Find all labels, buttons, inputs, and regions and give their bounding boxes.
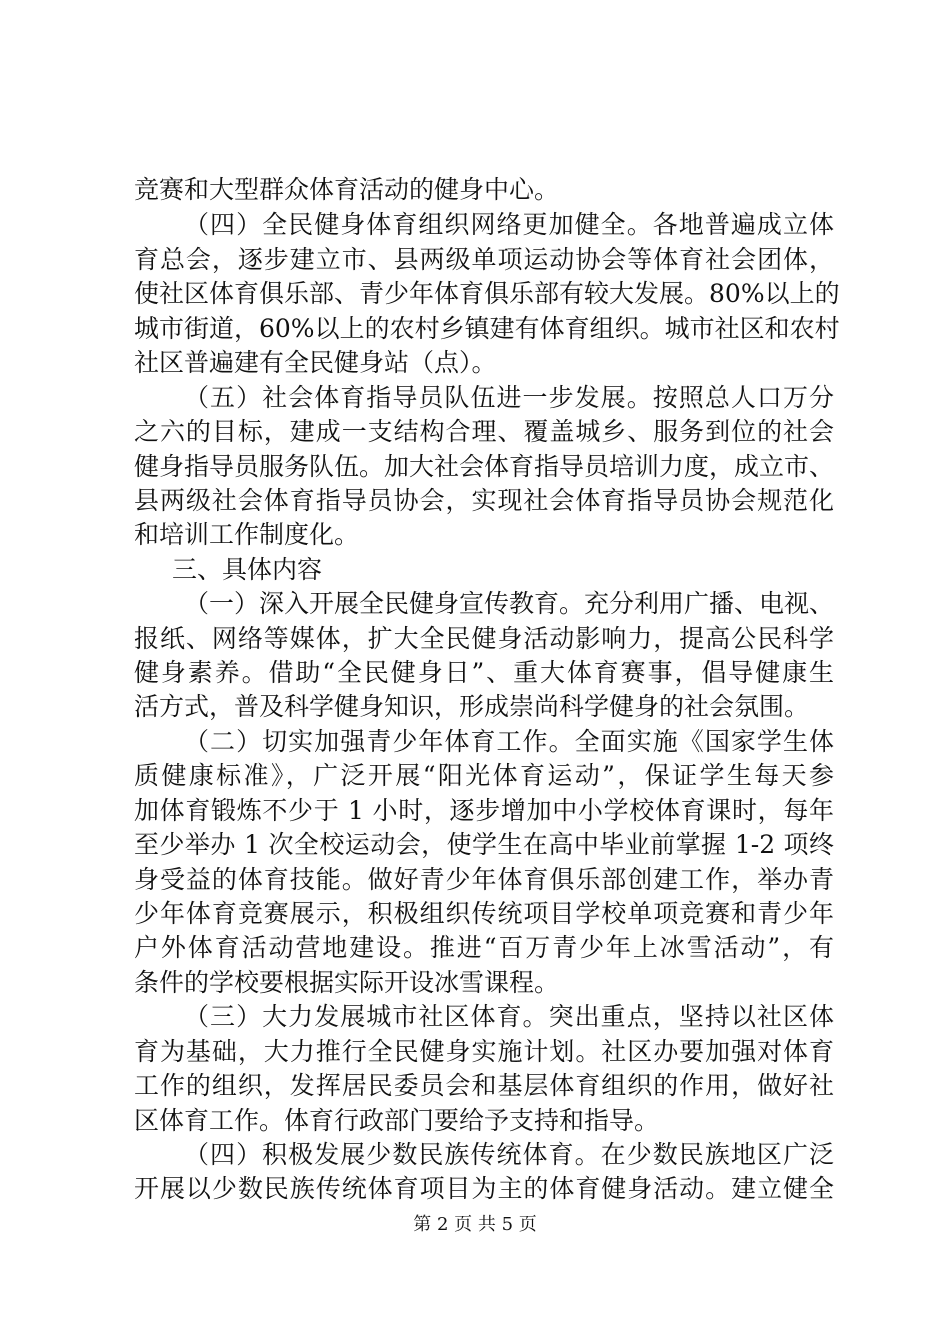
text-line: 条件的学校要根据实际开设冰雪课程。 bbox=[134, 968, 560, 997]
text-line: 少年体育竞赛展示，积极组织传统项目学校单项竞赛和青少年 bbox=[134, 899, 834, 928]
paragraph-start: （四）积极发展少数民族传统体育。在少数民族地区广泛 bbox=[184, 1140, 834, 1169]
text-line: 健身素养。借助“全民健身日”、重大体育赛事，倡导健康生 bbox=[134, 658, 834, 687]
paragraph-start: （四）全民健身体育组织网络更加健全。各地普遍成立体 bbox=[184, 210, 834, 239]
document-page bbox=[134, 0, 840, 1344]
text-line: 活方式，普及科学健身知识，形成崇尚科学健身的社会氛围。 bbox=[134, 692, 810, 721]
text-line: 城市街道，60%以上的农村乡镇建有体育组织。城市社区和农村 bbox=[134, 314, 840, 343]
text-line: 至少举办 1 次全校运动会，使学生在高中毕业前掌握 1-2 项终 bbox=[134, 830, 834, 859]
text-line: 工作的组织，发挥居民委员会和基层体育组织的作用，做好社 bbox=[134, 1071, 834, 1100]
text-line: 区体育工作。体育行政部门要给予支持和指导。 bbox=[134, 1106, 660, 1135]
text-line: 之六的目标，建成一支结构合理、覆盖城乡、服务到位的社会 bbox=[134, 417, 834, 446]
text-line: 身受益的体育技能。做好青少年体育俱乐部创建工作，举办青 bbox=[134, 865, 834, 894]
paragraph-start: （三）大力发展城市社区体育。突出重点，坚持以社区体 bbox=[184, 1002, 834, 1031]
text-line: 育为基础，大力推行全民健身实施计划。社区办要加强对体育 bbox=[134, 1037, 834, 1066]
page-footer: 第 2 页 共 5 页 bbox=[413, 1214, 537, 1235]
text-line: 开展以少数民族传统体育项目为主的体育健身活动。建立健全 bbox=[134, 1174, 834, 1203]
text-line: 报纸、网络等媒体，扩大全民健身活动影响力，提高公民科学 bbox=[134, 624, 834, 653]
paragraph-start: （五）社会体育指导员队伍进一步发展。按照总人口万分 bbox=[184, 383, 834, 412]
text-line: 加体育锻炼不少于 1 小时，逐步增加中小学校体育课时，每年 bbox=[134, 796, 834, 825]
text-line: 育总会，逐步建立市、县两级单项运动协会等体育社会团体， bbox=[134, 245, 834, 274]
section-heading: 三、具体内容 bbox=[172, 555, 323, 584]
paragraph-start: （二）切实加强青少年体育工作。全面实施《国家学生体 bbox=[184, 727, 834, 756]
paragraph-start: （一）深入开展全民健身宣传教育。充分利用广播、电视、 bbox=[184, 589, 835, 618]
text-line: 使社区体育俱乐部、青少年体育俱乐部有较大发展。80%以上的 bbox=[134, 279, 840, 308]
text-line: 和培训工作制度化。 bbox=[134, 520, 360, 549]
text-line: 竞赛和大型群众体育活动的健身中心。 bbox=[134, 175, 560, 204]
text-line: 健身指导员服务队伍。加大社会体育指导员培训力度，成立市、 bbox=[134, 452, 835, 481]
text-line: 质健康标准》，广泛开展“阳光体育运动”，保证学生每天参 bbox=[134, 761, 834, 790]
text-line: 户外体育活动营地建设。推进“百万青少年上冰雪活动”，有 bbox=[134, 933, 834, 962]
text-line: 县两级社会体育指导员协会，实现社会体育指导员协会规范化 bbox=[134, 486, 834, 515]
text-line: 社区普遍建有全民健身站（点）。 bbox=[134, 348, 497, 377]
